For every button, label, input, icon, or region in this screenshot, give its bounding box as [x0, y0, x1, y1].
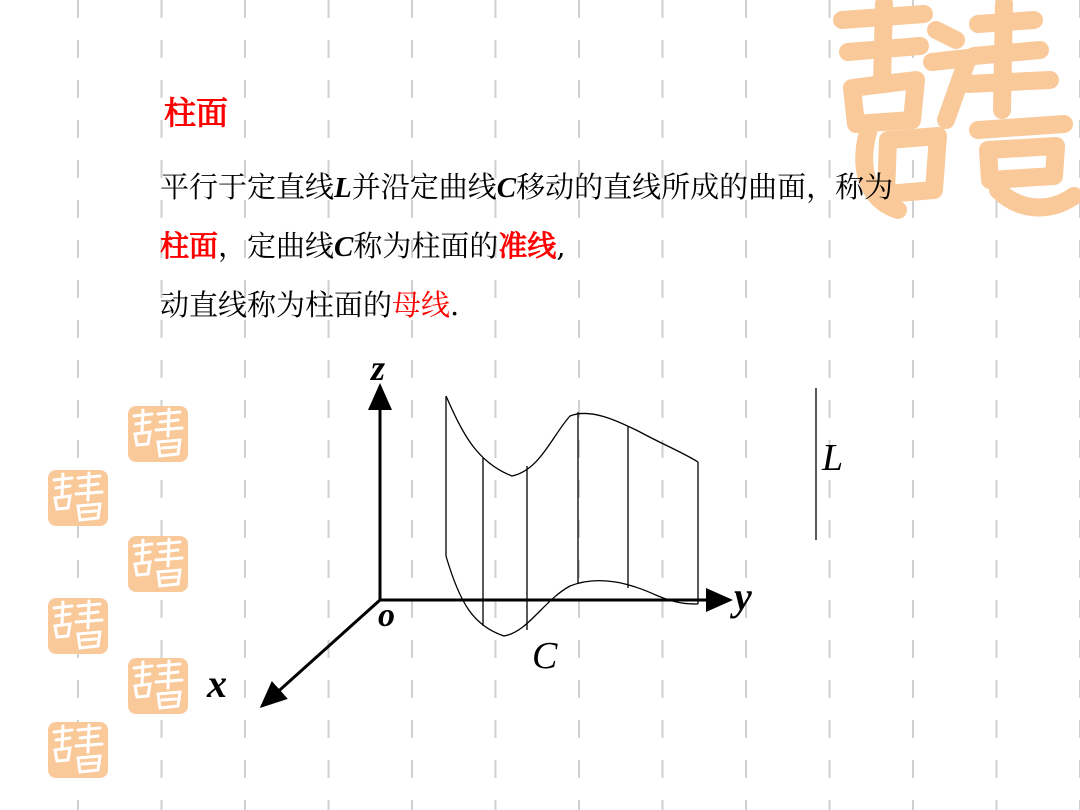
- symbol-C: C: [334, 231, 354, 263]
- slide-title: 柱面: [164, 94, 229, 132]
- z-axis-label: z: [371, 348, 386, 388]
- term-generatrix: 母线: [392, 288, 451, 322]
- curve-label-C: C: [532, 635, 558, 677]
- x-axis: [262, 600, 380, 706]
- x-axis-label: x: [207, 661, 227, 706]
- term-cylinder: 柱面: [160, 229, 219, 263]
- origin-label: o: [378, 597, 395, 634]
- definition-part: 称为柱面的: [353, 229, 499, 263]
- symbol-L: L: [334, 172, 352, 204]
- definition-part: 并沿定曲线: [351, 170, 497, 204]
- definition-part: ,: [556, 229, 566, 263]
- definition-part: 平行于定直线: [160, 170, 335, 204]
- definition-part: 移动的直线所成的曲面，称为: [516, 170, 894, 204]
- top-curve: [446, 396, 698, 476]
- definition-part: 动直线称为柱面的: [160, 288, 393, 322]
- line-label-L: L: [822, 437, 844, 479]
- definition-part: ，定曲线: [218, 229, 335, 263]
- definition-part: .: [450, 288, 460, 322]
- y-axis-label: y: [734, 574, 752, 619]
- bottom-curve-C: [446, 556, 698, 636]
- term-directrix: 准线: [498, 229, 557, 263]
- symbol-C: C: [496, 172, 517, 204]
